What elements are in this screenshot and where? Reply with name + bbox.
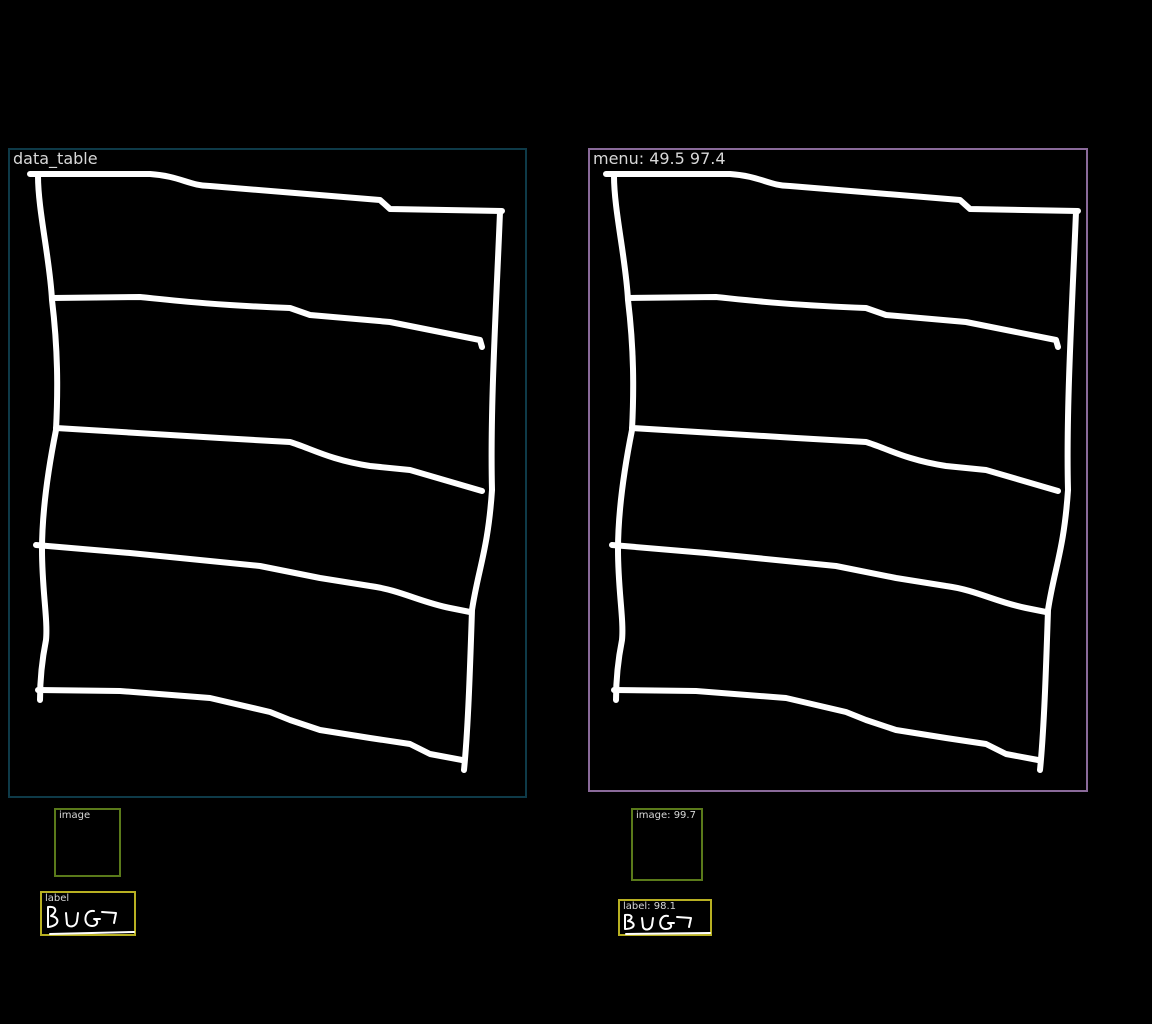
pred-text-label: label: 98.1 [623,901,676,912]
pred-text-box [618,899,712,936]
pred-table-extra-score: 97.4 [689,149,726,168]
gt-image-box [54,808,121,877]
gt-handwriting [42,893,138,938]
gt-text-box [40,891,136,936]
gt-image-label: image [59,810,91,821]
pred-image-label: image: 99.7 [636,810,696,821]
gt-table-label: data_table [13,149,98,168]
gt-table-box [8,148,527,798]
gt-table-sketch [10,150,529,800]
pred-table-box [588,148,1088,792]
gt-text-label: label [45,893,70,904]
pred-image-box [631,808,703,881]
pred-table-sketch [590,150,1090,794]
pred-handwriting [620,901,714,938]
pred-table-class-score: menu: 49.5 [593,149,685,168]
